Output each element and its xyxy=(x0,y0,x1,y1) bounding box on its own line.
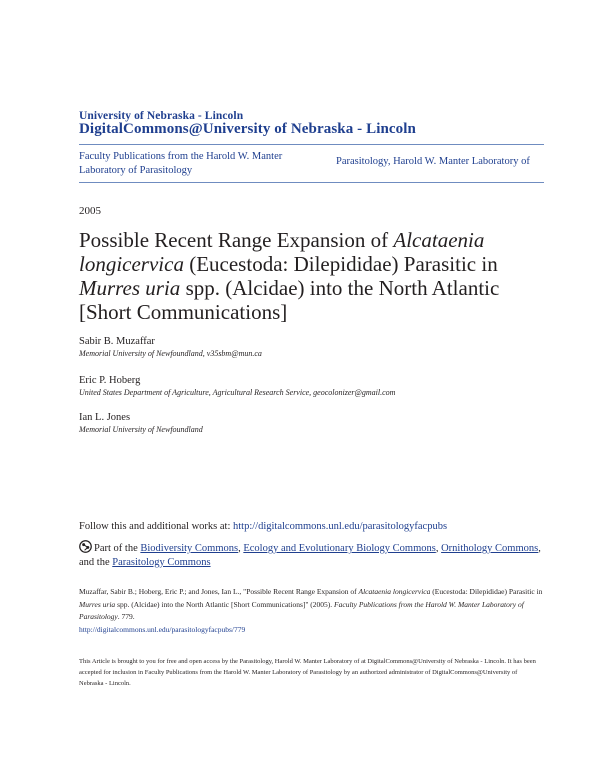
article-title xyxy=(79,228,549,324)
citation-text: . 779. xyxy=(117,612,135,621)
title-text-1: Possible Recent Range Expansion of xyxy=(79,228,394,252)
title-text-3: spp. (Alcidae) into the North Atlantic [Short Communications] xyxy=(79,276,500,324)
ecology-commons-link[interactable]: Ecology and Evolutionary Biology Commons xyxy=(243,543,436,554)
department-link[interactable]: Parasitology, Harold W. Manter Laboratory of xyxy=(336,156,530,167)
author-name: Ian L. Jones xyxy=(79,412,131,423)
author-block xyxy=(79,375,395,397)
author-name: Eric P. Hoberg xyxy=(79,375,141,386)
separator: , xyxy=(238,543,244,554)
ornithology-commons-link[interactable]: Ornithology Commons xyxy=(441,543,539,554)
collection-url-link[interactable]: http://digitalcommons.unl.edu/parasitologyfacpubs xyxy=(233,521,448,532)
author-affiliation: Memorial University of Newfoundland, v35sbm@mun.ca xyxy=(79,349,262,358)
follow-label: Follow this and additional works at: xyxy=(79,521,233,532)
citation-text: (Eucestoda: Dilepididae) Parasitic in xyxy=(430,587,543,596)
citation-italic: Alcataenia longicervica xyxy=(358,587,431,596)
header-divider-top xyxy=(79,144,544,145)
title-text-2: (Eucestoda: Dilepididae) Parasitic in xyxy=(183,252,498,276)
citation-journal: Faculty Publications from the Harold W. Manter Laboratory of Parasitology xyxy=(79,599,524,621)
university-name[interactable]: University of Nebraska - Lincoln xyxy=(79,110,244,122)
part-of-label: Part of the xyxy=(94,543,141,554)
author-block xyxy=(79,336,262,358)
citation-text: Muzaffar, Sabir B.; Hoberg, Eric P.; and Jones, Ian L., "Possible Recent Range Expansion of xyxy=(79,587,359,596)
citation-url-link[interactable]: http://digitalcommons.unl.edu/parasitologyfacpubs/779 xyxy=(79,624,246,634)
separator: , xyxy=(435,543,442,554)
citation-italic: Murres uria xyxy=(79,599,116,609)
title-species: Murres uria xyxy=(79,276,181,300)
part-of-line xyxy=(79,540,549,570)
network-icon xyxy=(79,540,92,553)
recommended-citation xyxy=(79,586,544,636)
author-name: Sabir B. Muzaffar xyxy=(79,336,155,347)
follow-line xyxy=(79,521,447,532)
author-affiliation: United States Department of Agriculture, Agricultural Research Service, geocolonizer@gmail.com xyxy=(79,388,396,397)
collection-link[interactable]: Faculty Publications from the Harold W. Manter Laboratory of Parasitology xyxy=(79,151,283,176)
author-block xyxy=(79,412,203,434)
citation-text: spp. (Alcidae) into the North Atlantic [Short Communications]" (2005). xyxy=(115,599,335,609)
parasitology-commons-link[interactable]: Parasitology Commons xyxy=(112,557,211,568)
repository-name[interactable]: DigitalCommons@University of Nebraska - Lincoln xyxy=(79,121,416,137)
header-divider-bottom xyxy=(79,182,544,183)
separator: , and the xyxy=(79,543,541,568)
title-genus: Alcataenia longicervica xyxy=(79,228,485,276)
publication-year: 2005 xyxy=(79,205,101,217)
access-notice: This Article is brought to you for free and open access by the Parasitology, Harold W. Manter Laboratory of at DigitalCommons@University of Nebraska - Lincoln. It has been accepted for inclusion in Faculty Publications from the Harold W. Manter Laboratory of Parasitology by an authorized administrator of DigitalCommons@University of Nebraska - Lincoln. xyxy=(79,658,536,687)
author-affiliation: Memorial University of Newfoundland xyxy=(79,425,203,434)
biodiversity-commons-link[interactable]: Biodiversity Commons xyxy=(140,543,239,554)
